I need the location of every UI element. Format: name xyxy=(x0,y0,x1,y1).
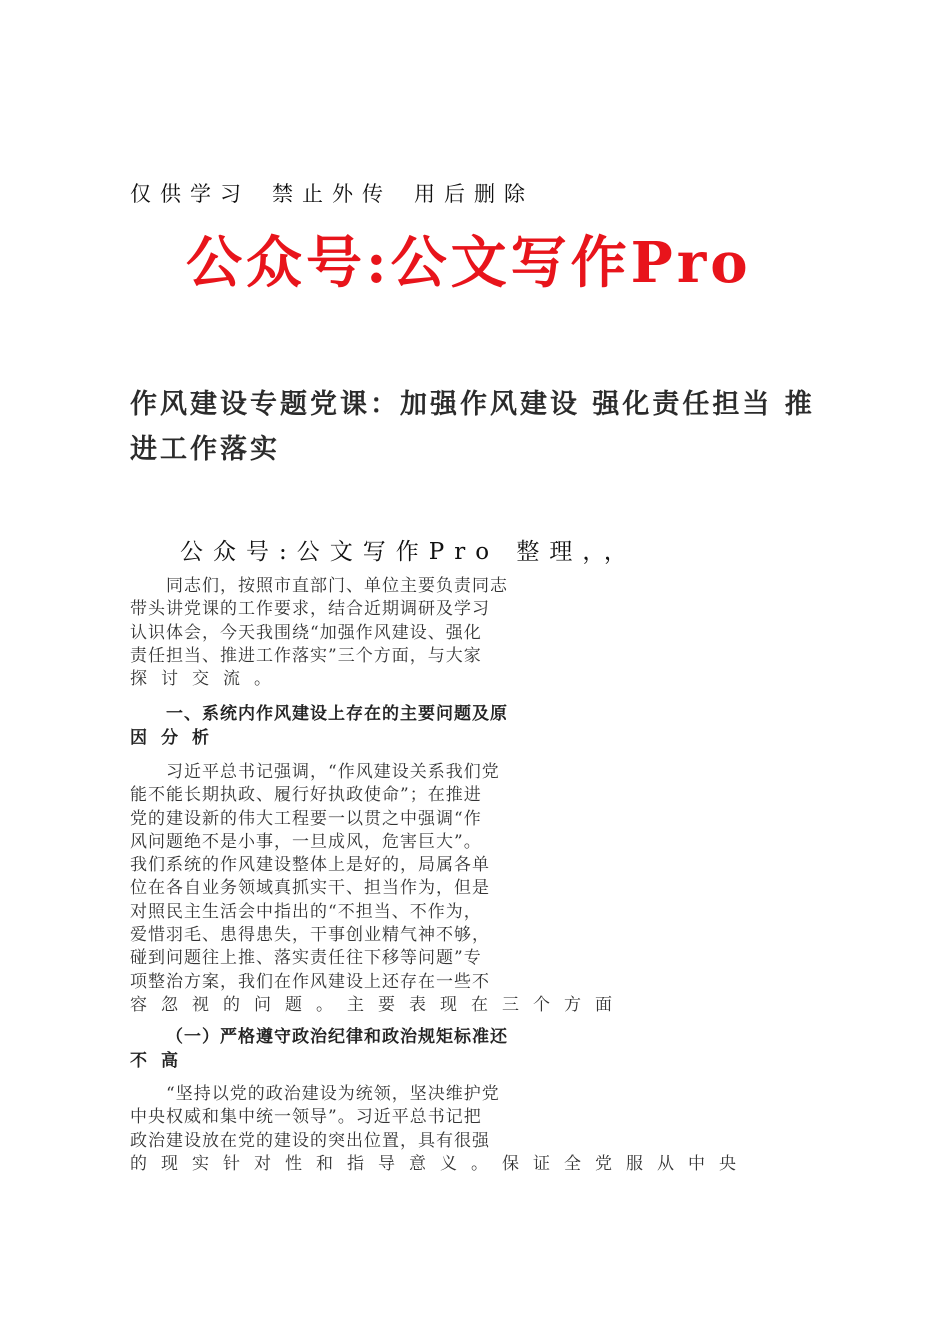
usage-notice xyxy=(130,178,830,210)
text-line: 对照民主生活会中指出的“不担当、不作为， xyxy=(130,901,482,922)
text-line: “坚持以党的政治建设为统领，坚决维护党 xyxy=(166,1084,500,1104)
text-line: 我们系统的作风建设整体上是好的，局属各单 xyxy=(130,855,490,876)
text-line: 认识体会，今天我围绕“加强作风建设、强化 xyxy=(130,622,482,643)
section-heading-1 xyxy=(130,703,815,750)
text-line: 政治建设放在党的建设的突出位置，具有很强 xyxy=(130,1130,490,1151)
notice-part: 禁止外传 xyxy=(272,182,392,206)
document-title: 作风建设专题党课：加强作风建设 强化责任担当 推进工作落实 xyxy=(130,389,815,465)
text-line: 同志们，按照市直部门、单位主要负责同志 xyxy=(166,576,508,596)
brand-banner: 公众号:公文写作Pro xyxy=(186,230,752,296)
notice-part: 用后删除 xyxy=(414,182,534,206)
intro-paragraph xyxy=(130,575,815,691)
text-line: 能不能长期执政、履行好执政使命”；在推进 xyxy=(130,785,482,806)
text-line: 的现实针对性和指导意义。保证全党服从中央 xyxy=(130,1153,750,1174)
notice-part: 仅供学习 xyxy=(130,182,250,206)
section-1-paragraph xyxy=(130,761,815,1017)
text-line: 项整治方案，我们在作风建设上还存在一些不 xyxy=(130,971,490,992)
subsection-heading-1 xyxy=(130,1026,815,1073)
text-line: 爱惜羽毛、患得患失，干事创业精气神不够， xyxy=(130,925,490,946)
subsection-1-paragraph xyxy=(130,1083,815,1176)
text-line: 一、系统内作风建设上存在的主要问题及原 xyxy=(166,704,508,724)
text-line: 责任担当、推进工作落实”三个方面，与大家 xyxy=(130,645,482,666)
text-line: （一）严格遵守政治纪律和政治规矩标准还 xyxy=(166,1027,508,1047)
text-line: 不高 xyxy=(130,1050,192,1071)
text-line: 因分析 xyxy=(130,727,223,748)
text-line: 中央权威和集中统一领导”。习近平总书记把 xyxy=(130,1107,482,1128)
text-line: 带头讲党课的工作要求，结合近期调研及学习 xyxy=(130,599,490,620)
text-line: 碰到问题往上推、落实责任往下移等问题”专 xyxy=(130,948,482,969)
text-line: 探讨交流。 xyxy=(130,669,285,690)
text-line: 位在各自业务领域真抓实干、担当作为，但是 xyxy=(130,878,490,899)
text-line: 习近平总书记强调，“作风建设关系我们党 xyxy=(166,762,500,782)
text-line: 容忽视的问题。主要表现在三个方面 xyxy=(130,994,626,1015)
text-line: 党的建设新的伟大工程要一以贯之中强调“作 xyxy=(130,808,482,829)
text-line: 风问题绝不是小事，一旦成风，危害巨大”。 xyxy=(130,831,482,852)
source-line: 公众号:公文写作Pro 整理，， xyxy=(180,539,637,565)
